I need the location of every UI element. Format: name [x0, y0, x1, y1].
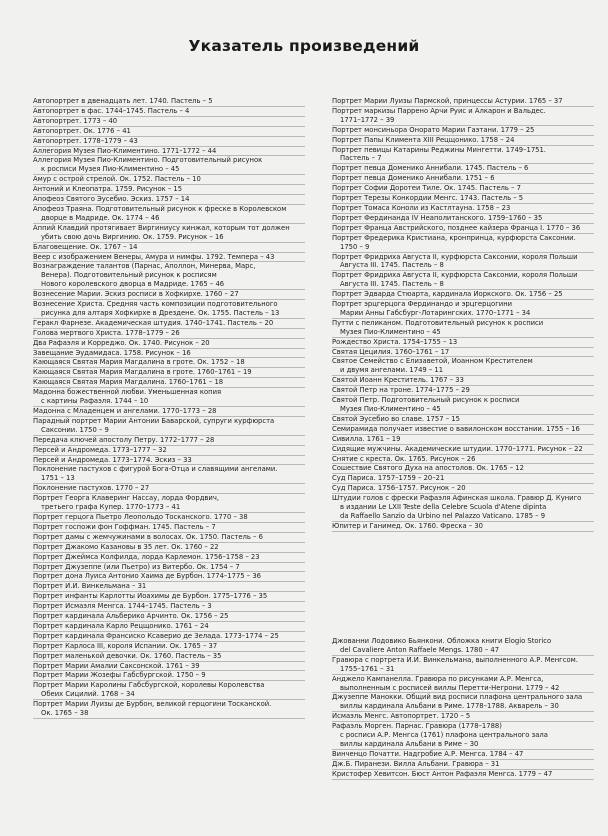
- index-entry-line: Аллегория Музея Пио-Климентино. 1771–1772 – 44: [33, 146, 217, 155]
- index-entry: [332, 126, 594, 136]
- index-entry-line: Винченцо Початти. Надгробие А.Р. Менгса. 1784 – 47: [332, 749, 524, 758]
- index-entry-line: Кающаяся Святая Мария Магдалина. 1760–1761 – 18: [33, 378, 224, 387]
- index-entry: [33, 107, 305, 117]
- index-entry-line: Амур с острой стрелой. Ок. 1752. Пастель – 10: [33, 175, 201, 184]
- index-entry: [33, 156, 305, 175]
- index-entry-line: Завещание Эудамидаса. 1758. Рисунок – 16: [33, 348, 191, 357]
- index-entry: [332, 415, 594, 425]
- index-entry-line: Портрет дона Луиса Антонио Хаима де Бурбон. 1774–1775 – 36: [33, 572, 262, 581]
- index-entry: [33, 533, 305, 543]
- index-entry: [332, 386, 594, 396]
- index-entry-line: Портрет Джузеппе (или Пьетро) из Витербо. Ок. 1754 – 7: [33, 562, 240, 571]
- index-entry-line: Портрет монсиньора Онорато Марии Гаэтани. 1779 – 25: [332, 125, 535, 134]
- index-entry: [332, 712, 594, 722]
- index-entry-line: и двумя ангелами. 1749 – 11: [340, 366, 444, 375]
- index-entry-line: Портрет Джакомо Казановы в 35 лет. Ок. 1760 – 22: [33, 542, 219, 551]
- index-entry-line: Святая Цецилия. 1760–1761 – 17: [332, 347, 450, 356]
- index-entry: [33, 592, 305, 602]
- index-entry: [33, 349, 305, 359]
- index-entry: [332, 474, 594, 484]
- index-entry: [33, 358, 305, 368]
- index-entry: [332, 637, 594, 656]
- index-entry-line: Портрет Карлоса III, короля Испании. Ок. 1765 – 37: [33, 641, 218, 650]
- index-entry: [33, 127, 305, 137]
- index-entry: [332, 357, 594, 376]
- index-entry: [33, 407, 305, 417]
- index-entry-line: Портрет маленькой девочки. Ок. 1760. Пастель – 35: [33, 651, 222, 660]
- index-entry-line: Вознаграждение талантов (Парнас, Аполлон, Минерва, Марс,: [33, 262, 256, 271]
- index-entry-line: Кающаяся Святая Мария Магдалина в гроте. Ок. 1752 – 18: [33, 358, 245, 367]
- index-column-right-bottom: [332, 637, 594, 780]
- index-entry-line: Гравюра с портрета И.И. Винкельмана, выполненного А.Р. Менгсом.: [332, 655, 578, 664]
- index-entry: [332, 445, 594, 455]
- index-entry-line: Портрет Фердинанда IV Неаполитанского. 1759–1760 – 35: [332, 213, 543, 222]
- index-entry-line: Благовещение. Ок. 1767 – 14: [33, 242, 138, 251]
- index-entry-line: Автопортрет. Ок. 1776 – 41: [33, 126, 131, 135]
- index-entry-line: Снятие с креста. Ок. 1765. Рисунок – 26: [332, 454, 476, 463]
- index-entry-line: Поклонение пастухов. 1770 – 27: [33, 484, 150, 493]
- index-entry-line: Путти с пеликаном. Подготовительный рисунок к росписи: [332, 318, 544, 327]
- index-entry: [332, 194, 594, 204]
- index-entry-line: 1750 – 9: [340, 242, 370, 251]
- index-entry: [33, 662, 305, 672]
- index-entry-line: Мадонна с Младенцем и ангелами. 1770–1773 – 28: [33, 407, 217, 415]
- index-entry-line: Портрет Терезы Конкордии Менгс. 1743. Пастель – 5: [332, 194, 524, 203]
- index-entry-line: убить свою дочь Виргинию. Ок. 1759. Рисунок – 16: [41, 232, 224, 241]
- index-entry-line: Антоний и Клеопатра. 1759. Рисунок – 15: [33, 185, 183, 194]
- index-entry-line: Обеих Сицилий. 1768 – 34: [41, 690, 135, 699]
- index-entry: [33, 185, 305, 195]
- index-entry: [33, 671, 305, 681]
- index-entry-line: Портрет Папы Климента XIII Рецщонико. 1758 – 24: [332, 135, 515, 144]
- index-entry-line: виллы кардинала Альбани в Риме. 1778–1788. Акварель – 30: [340, 702, 559, 711]
- index-entry: [33, 205, 305, 224]
- index-entry-line: Джованни Лодовико Бьянкони. Обложка книги Elogio Storico: [332, 637, 552, 645]
- index-entry-line: 1751 – 13: [41, 474, 75, 483]
- index-entry-line: Портрет Софии Доротеи Тиле. Ок. 1745. Пастель – 7: [332, 184, 521, 193]
- index-entry-line: Святой Эусебио во славе. 1757 – 15: [332, 414, 460, 423]
- index-entry-line: Портрет дамы с жемчужинами в волосах. Ок. 1750. Пастель – 6: [33, 532, 263, 541]
- index-entry-line: Музея Пио-Климентино – 45: [340, 405, 441, 413]
- index-entry: [332, 107, 594, 126]
- index-entry-line: Апофеоз Траяна. Подготовительный рисунок к фреске в Королевском: [33, 204, 287, 213]
- index-entry: [332, 234, 594, 253]
- index-entry: [33, 642, 305, 652]
- page-title: Указатель произведений: [188, 37, 420, 55]
- index-entry: [33, 602, 305, 612]
- index-entry-line: Портрет госпожи фон Гоффман. 1745. Пастель – 7: [33, 522, 216, 531]
- index-entry-line: Портрет маркизы Паррено Арчи Руис и Алкарон и Вальдес.: [332, 106, 546, 115]
- index-entry: [332, 455, 594, 465]
- index-entry: [33, 137, 305, 147]
- index-entry-line: Исмаэль Менгс. Автопортрет. 1720 – 5: [332, 712, 471, 721]
- index-entry-line: Портрет Эдварда Стюарта, кардинала Йоркского. Ок. 1756 – 25: [332, 290, 563, 299]
- index-entry-line: 1771–1772 – 39: [340, 115, 395, 124]
- index-entry: [33, 195, 305, 205]
- index-entry-line: Ок. 1765 – 38: [41, 709, 89, 718]
- index-entry-line: Портрет певца Доменико Аннибали. 1745. Пастель – 6: [332, 164, 529, 173]
- index-entry: [33, 339, 305, 349]
- index-entry-line: Марии Анны Габсбург-Лотарингских. 1770–1771 – 34: [340, 308, 531, 317]
- index-entry: [332, 224, 594, 234]
- index-entry-line: Дж.Б. Пиранези. Вилла Альбани. Гравюра – 31: [332, 759, 500, 768]
- index-entry-line: Августа III. 1745. Пастель – 8: [340, 280, 444, 289]
- index-entry: [332, 464, 594, 474]
- index-entry-line: с росписи А.Р. Менгса (1761) плафона центрального зала: [340, 731, 548, 740]
- index-entry: [33, 329, 305, 339]
- index-entry-line: Портрет эрцгерцога Фердинандо и эрцгерцогини: [332, 300, 513, 309]
- index-entry-line: Портрет Георга Клаверинг Нассау, лорда Фордвич,: [33, 494, 220, 503]
- index-entry-line: выполненным с росписей виллы Перетти-Негрони. 1779 – 42: [340, 683, 560, 692]
- index-entry: [33, 417, 305, 436]
- index-entry: [33, 388, 305, 407]
- index-entry: [332, 290, 594, 300]
- index-entry-line: Мадонна божественной любви. Уменьшенная копия: [33, 388, 222, 397]
- index-entry-line: Пастель – 7: [340, 154, 382, 163]
- index-entry-line: Вознесение Марии. Эскиз росписи в Хофкирхе. 1760 – 27: [33, 290, 239, 299]
- index-entry-line: Суд Париса. 1757–1759 – 20–21: [332, 474, 445, 483]
- index-entry-line: Венера). Подготовительный рисунок к росписям: [41, 271, 217, 280]
- index-entry: [332, 204, 594, 214]
- index-entry-line: Портрет кардинала Франсиско Ксаверио де Зелада. 1773–1774 – 25: [33, 631, 279, 640]
- index-entry: [33, 652, 305, 662]
- index-entry-line: Парадный портрет Марии Антонии Баварской, супруги курфюрста: [33, 416, 275, 425]
- index-entry: [33, 243, 305, 253]
- index-entry-line: Два Рафаэля и Корреджо. Ок. 1740. Рисунок – 20: [33, 338, 210, 347]
- index-entry: [33, 513, 305, 523]
- index-entry: [33, 175, 305, 185]
- index-entry-line: Августа III. 1745. Пастель – 8: [340, 261, 444, 270]
- index-entry-line: Юпитер и Ганимед. Ок. 1760. Фреска – 30: [332, 521, 484, 530]
- index-entry: [332, 146, 594, 165]
- index-entry-line: Нового королевского дворца в Мадриде. 1765 – 46: [41, 280, 225, 289]
- index-entry-line: Поклонение пастухов с фигурой Бога-Отца и славящими ангелами.: [33, 465, 278, 474]
- index-entry-line: Голова мертвого Христа. 1778–1779 – 26: [33, 328, 180, 337]
- index-entry-line: Портрет Франца Австрийского, позднее кайзера Франца I. 1770 – 36: [332, 223, 581, 232]
- index-entry-line: Персей и Андромеда. 1773–1777 – 32: [33, 445, 167, 454]
- index-entry: [33, 253, 305, 263]
- index-entry-line: Портрет кардинала Карло Рецщонико. 1761 – 24: [33, 621, 209, 630]
- index-entry: [33, 300, 305, 319]
- index-entry-line: Саксонии. 1750 – 9: [41, 425, 109, 434]
- index-entry: [332, 770, 594, 780]
- index-entry-line: Автопортрет. 1773 – 40: [33, 116, 118, 125]
- index-entry: [33, 700, 305, 719]
- index-entry: [33, 612, 305, 622]
- index-entry-line: Портрет герцога Пьетро Леопольдо Тосканского. 1770 – 38: [33, 512, 248, 521]
- index-column-left: [33, 97, 305, 719]
- index-entry: [332, 271, 594, 290]
- index-entry-line: Портрет кардинала Альберико Арчинто. Ок. 1756 – 25: [33, 612, 229, 621]
- index-entry-line: Аллегория Музея Пио-Климентино. Подготовительный рисунок: [33, 156, 263, 165]
- index-entry-line: в издании Le LXII Teste della Celebre Scuola d'Atene dipinta: [340, 503, 547, 512]
- index-entry: [33, 378, 305, 388]
- index-entry-line: Портрет Исмаэля Менгса. 1744–1745. Пастель – 3: [33, 602, 212, 611]
- index-entry-line: Святой Иоанн Креститель. 1767 – 33: [332, 376, 464, 385]
- index-entry-line: Портрет инфанты Карлотты Иоахимы де Бурбон. 1775–1776 – 35: [33, 592, 268, 601]
- index-entry: [33, 572, 305, 582]
- index-entry: [33, 436, 305, 446]
- index-entry-line: третьего графа Купер. 1770–1773 – 41: [41, 503, 181, 512]
- index-entry: [332, 693, 594, 712]
- index-entry: [332, 675, 594, 694]
- index-entry: [33, 117, 305, 127]
- index-entry-line: Семирамида получает известие о вавилонском восстании. 1755 – 16: [332, 424, 580, 433]
- index-entry-line: дворце в Мадриде. Ок. 1774 – 46: [41, 213, 160, 222]
- index-entry-line: Веер с изображением Венеры, Амура и нимфы. 1792. Темпера – 43: [33, 252, 275, 261]
- index-entry-line: Портрет певца Доменико Аннибали. 1751 – 6: [332, 174, 495, 183]
- index-entry: [33, 262, 305, 290]
- index-entry-line: Портрет Марии Каролины Габсбургской, королевы Королевства: [33, 681, 265, 690]
- index-entry-line: рисунка для алтаря Хофкирхе в Дрездене. Ок. 1755. Пастель – 13: [41, 308, 280, 317]
- index-entry: [33, 465, 305, 484]
- index-entry-line: Рафаэль Морген. Парнас. Гравюра (1778–1788): [332, 722, 502, 731]
- index-entry: [33, 97, 305, 107]
- index-entry-line: Апофеоз Святого Эусебио. Эскиз. 1757 – 14: [33, 195, 190, 204]
- index-entry: [33, 484, 305, 494]
- index-entry: [332, 184, 594, 194]
- index-entry: [332, 348, 594, 358]
- index-entry-line: Геракл Фарнезе. Академическая штудия. 1740–1741. Пастель – 20: [33, 318, 274, 327]
- index-entry: [33, 224, 305, 243]
- index-entry: [332, 722, 594, 750]
- index-entry: [332, 376, 594, 386]
- index-entry: [332, 214, 594, 224]
- index-entry-line: Штудии голов с фрески Рафаэля Афинская школа. Гравюр Д. Куниго: [332, 494, 582, 503]
- index-entry-line: Вознесение Христа. Средняя часть композиции подготовительного: [33, 300, 278, 309]
- index-entry-line: Святое Семейство с Елизаветой, Иоанном Крестителем: [332, 357, 533, 366]
- index-entry-line: к росписи Музея Пио-Климентино – 45: [41, 165, 180, 174]
- index-entry: [33, 290, 305, 300]
- index-entry-line: Суд Париса. 1756–1757. Рисунок – 20: [332, 484, 466, 493]
- index-entry: [33, 147, 305, 157]
- index-entry-line: Портрет Марии Жозефы Габсбургской. 1750 – 9: [33, 671, 206, 680]
- index-entry-line: Портрет Фридриха Августа II, курфюрста Саксонии, короля Польши: [332, 252, 578, 261]
- index-entry-line: Музея Пио-Климентино – 45: [340, 327, 441, 336]
- index-entry-line: Сивилла. 1761 – 19: [332, 434, 401, 443]
- index-entry-line: del Cavaliere Anton Raffaele Mengs. 1780 – 47: [340, 645, 500, 654]
- index-entry-line: Джузеппе Манокки. Общий вид росписи плафона центрального зала: [332, 693, 583, 702]
- index-entry: [332, 494, 594, 522]
- index-entry: [332, 300, 594, 319]
- index-entry-line: Портрет Фридриха Августа II, курфюрста Саксонии, короля Польши: [332, 271, 578, 280]
- index-entry-line: Кающаяся Святая Мария Магдалина в гроте. 1760–1761 – 19: [33, 368, 252, 377]
- index-entry-line: с картины Рафаэля. 1744 – 10: [41, 397, 149, 406]
- index-entry: [332, 97, 594, 107]
- index-entry: [33, 681, 305, 700]
- index-entry-line: Портрет Марии Луизы де Бурбон, великой герцогини Тосканской.: [33, 700, 272, 709]
- index-entry: [33, 456, 305, 466]
- index-entry: [332, 319, 594, 338]
- index-entry: [332, 338, 594, 348]
- index-column-right: [332, 97, 594, 532]
- index-entry: [33, 368, 305, 378]
- index-entry-line: Сошествие Святого Духа на апостолов. Ок. 1765 – 12: [332, 464, 524, 473]
- index-entry: [33, 446, 305, 456]
- index-entry-line: Персей и Андромеда. 1773–1774. Эскиз – 33: [33, 455, 192, 464]
- index-entry: [33, 553, 305, 563]
- index-entry: [332, 522, 594, 532]
- index-entry-line: Автопортрет в фас. 1744–1745. Пастель – 4: [33, 106, 190, 115]
- index-entry: [332, 484, 594, 494]
- index-entry: [33, 582, 305, 592]
- index-entry-line: Портрет Марии Луизы Пармской, принцессы Астурии. 1765 – 37: [332, 97, 563, 105]
- index-entry-line: Автопортрет в двенадцать лет. 1740. Пастель – 5: [33, 97, 213, 105]
- index-entry: [332, 656, 594, 675]
- index-entry-line: Передача ключей апостолу Петру. 1772–1777 – 28: [33, 435, 215, 444]
- index-entry-line: Сидящие мужчины. Академические штудии. 1770–1771. Рисунок – 22: [332, 444, 583, 453]
- index-entry: [33, 494, 305, 513]
- index-entry-line: Портрет певицы Катарины Реджины Мингетти. 1749–1751.: [332, 145, 546, 154]
- index-entry-line: Портрет Марии Амалии Саксонской. 1761 – 39: [33, 661, 200, 670]
- index-entry-line: Портрет И.И. Винкельмана – 31: [33, 582, 147, 591]
- index-entry: [33, 632, 305, 642]
- index-entry-line: Рождество Христа. 1754–1755 – 13: [332, 337, 458, 346]
- index-entry-line: Аппий Клавдий протягивает Виргиниусу кинжал, которым тот должен: [33, 223, 290, 232]
- index-entry-line: Портрет Томаса Коноли из Кастлтауна. 1758 – 23: [332, 203, 511, 212]
- index-entry: [33, 563, 305, 573]
- index-entry: [33, 622, 305, 632]
- index-entry-line: Святой Петр на троне. 1774–1775 – 29: [332, 386, 470, 395]
- index-entry: [332, 435, 594, 445]
- index-entry-line: 1755–1761 – 31: [340, 664, 395, 673]
- index-entry: [33, 523, 305, 533]
- index-entry-line: Кристофер Хевитсон. Бюст Антон Рафаэля Менгса. 1779 – 47: [332, 769, 553, 778]
- index-entry-line: Автопортрет. 1778–1779 – 43: [33, 136, 138, 145]
- index-entry: [332, 396, 594, 415]
- index-entry-line: Святой Петр. Подготовительный рисунок к росписи: [332, 396, 520, 405]
- index-entry-line: Портрет Джеймса Колфилда, лорда Карлемон. 1756–1758 – 23: [33, 552, 260, 561]
- index-entry: [332, 425, 594, 435]
- index-entry: [332, 760, 594, 770]
- index-entry: [332, 174, 594, 184]
- index-entry: [332, 750, 594, 760]
- index-entry-line: da Raffaello Sanzio da Urbino nel Palazzo Vaticano. 1785 – 9: [340, 511, 546, 520]
- index-entry-line: виллы кардинала Альбани в Риме – 30: [340, 739, 479, 748]
- index-entry: [33, 319, 305, 329]
- index-entry: [332, 253, 594, 272]
- index-entry-line: Портрет Фредерика Кристиана, кронпринца, курфюрста Саксонии.: [332, 233, 576, 242]
- index-entry-line: Анджело Кампанелла. Гравюра по рисунками А.Р. Менгса,: [332, 674, 544, 683]
- index-entry: [332, 164, 594, 174]
- index-entry: [33, 543, 305, 553]
- index-entry: [332, 136, 594, 146]
